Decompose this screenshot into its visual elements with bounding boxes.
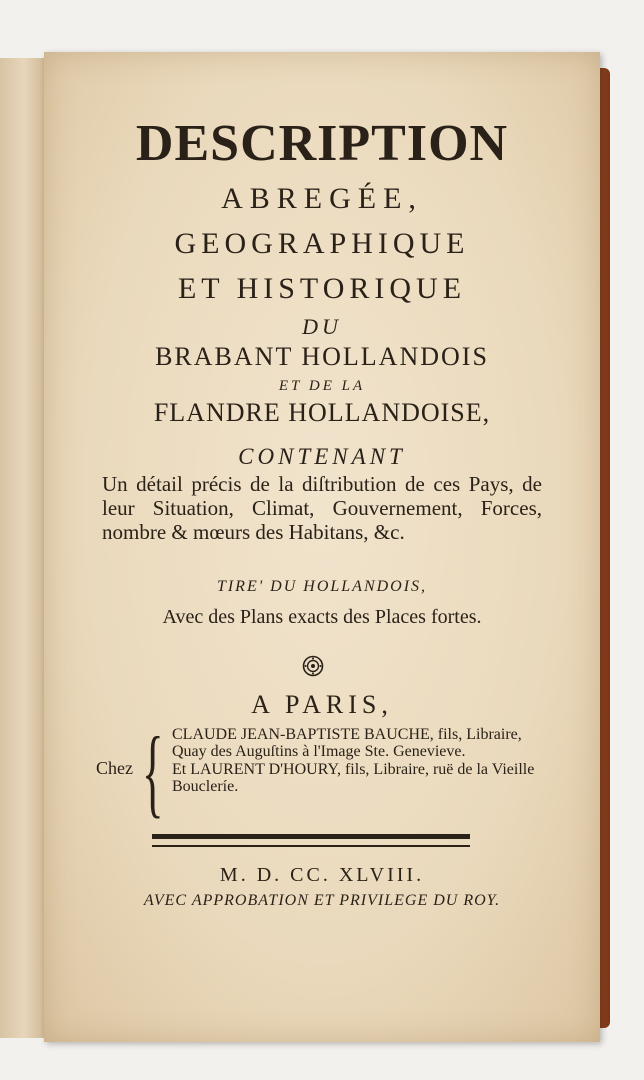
plans-note: Avec des Plans exacts des Places fortes. <box>162 606 482 628</box>
title-page <box>44 52 600 1042</box>
title-line-du: DU <box>302 314 342 339</box>
imprint-year: M. D. CC. XLVIII. <box>219 864 425 886</box>
book-spine <box>0 58 49 1038</box>
brace-glyph: { <box>142 716 164 827</box>
contents-description: Un détail précis de la diſtribution de ces Pays, de leur Situation, Climat, Gouvernement, Forces, nombre & mœurs des Habitans, &c. <box>102 472 542 544</box>
title-line-et-de-la: ET DE LA <box>278 378 366 394</box>
book <box>0 48 612 1048</box>
page-title: DESCRIPTION <box>135 115 509 172</box>
printer-ornament-icon <box>302 655 324 677</box>
imprint-place: A PARIS, <box>251 690 393 719</box>
bookseller-bauche: CLAUDE JEAN-BAPTISTE BAUCHE, fils, Libraire, Quay des Auguſtins à l'Image Ste. Genevieve. <box>172 726 522 760</box>
thick-rule <box>152 834 470 839</box>
chez-label: Chez <box>96 758 133 778</box>
thin-rule <box>152 845 470 847</box>
title-line-geographique: GEOGRAPHIQUE <box>174 227 470 260</box>
title-line-historique: ET HISTORIQUE <box>177 272 467 305</box>
title-line-brabant: BRABANT HOLLANDOIS <box>155 342 489 371</box>
approbation-line: AVEC APPROBATION ET PRIVILEGE DU ROY. <box>143 892 501 909</box>
bookseller-houry: Et LAURENT D'HOURY, fils, Libraire, ruë de la Vieille Boucleríe. <box>172 761 535 795</box>
title-line-flandre: FLANDRE HOLLANDOISE, <box>153 398 491 427</box>
contenant-heading: CONTENANT <box>238 444 406 469</box>
translated-from: TIRE' DU HOLLANDOIS, <box>216 578 428 595</box>
title-line-abregee: ABREGÉE, <box>221 182 423 215</box>
booksellers <box>172 726 542 796</box>
